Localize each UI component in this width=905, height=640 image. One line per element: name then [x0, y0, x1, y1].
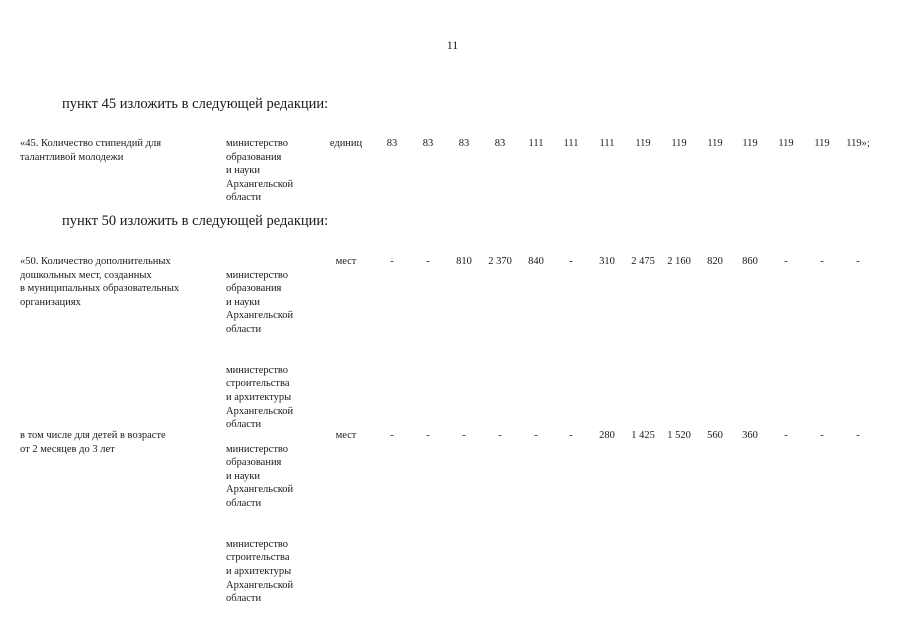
responsible-agency-construction: министерство строительства и архитектуры Архангельской области	[226, 364, 294, 431]
value-cell: -	[498, 430, 502, 441]
responsible-agency-education: министерство образования и науки Архангельской области	[226, 443, 294, 509]
value-cell: -	[820, 256, 824, 267]
row-description: «50. Количество дополнительных дошкольных мест, созданных в муниципальных образовательных организациях	[20, 256, 180, 308]
value-cell: -	[390, 430, 394, 441]
value-cell: 111	[528, 138, 544, 149]
value-cell: 119	[671, 138, 687, 149]
value-cell: 360	[742, 430, 758, 441]
unit-of-measure: единиц	[329, 138, 363, 149]
value-cell: 83	[458, 138, 470, 149]
value-cell: 83	[422, 138, 434, 149]
row-description: в том числе для детей в возрасте от 2 месяцев до 3 лет	[20, 430, 166, 455]
value-cell: 1 425	[631, 430, 655, 441]
value-cell: -	[462, 430, 466, 441]
value-cell: -	[784, 430, 788, 441]
unit-of-measure: мест	[335, 256, 357, 267]
responsible-agency	[226, 429, 316, 619]
value-cell: 2 370	[488, 256, 512, 267]
page-number: 11	[446, 38, 459, 52]
value-cell: 119»;	[846, 138, 870, 149]
value-cell: 119	[814, 138, 830, 149]
value-cell: -	[856, 430, 860, 441]
responsible-agency: министерство образования и науки Архангельской области	[226, 138, 294, 204]
value-cell: 119	[778, 138, 794, 149]
section-50-heading: пункт 50 изложить в следующей редакции:	[62, 213, 329, 229]
value-cell: -	[784, 256, 788, 267]
value-cell: 820	[707, 256, 723, 267]
unit-of-measure: мест	[335, 430, 357, 441]
value-cell: 280	[599, 430, 615, 441]
value-cell: 560	[707, 430, 723, 441]
value-cell: -	[390, 256, 394, 267]
value-cell: 810	[456, 256, 472, 267]
value-cell: 83	[494, 138, 506, 149]
value-cell: 119	[707, 138, 723, 149]
row-description: «45. Количество стипендий для талантливой молодежи	[20, 138, 162, 163]
value-cell: -	[426, 256, 430, 267]
value-cell: -	[569, 430, 573, 441]
value-cell: 860	[742, 256, 758, 267]
value-cell: -	[856, 256, 860, 267]
value-cell: 840	[528, 256, 544, 267]
responsible-agency	[226, 255, 316, 445]
responsible-agency-education: министерство образования и науки Архангельской области	[226, 269, 294, 335]
section-45-heading: пункт 45 изложить в следующей редакции:	[62, 96, 329, 112]
value-cell: 111	[599, 138, 615, 149]
value-cell: 1 520	[667, 430, 691, 441]
value-cell: 119	[742, 138, 758, 149]
value-cell: 2 160	[667, 256, 691, 267]
value-cell: 83	[386, 138, 398, 149]
value-cell: -	[534, 430, 538, 441]
value-cell: -	[569, 256, 573, 267]
responsible-agency-construction: министерство строительства и архитектуры Архангельской области	[226, 538, 294, 605]
value-cell: 2 475	[631, 256, 655, 267]
value-cell: -	[426, 430, 430, 441]
value-cell: 111	[563, 138, 579, 149]
value-cell: -	[820, 430, 824, 441]
value-cell: 310	[599, 256, 615, 267]
value-cell: 119	[635, 138, 651, 149]
